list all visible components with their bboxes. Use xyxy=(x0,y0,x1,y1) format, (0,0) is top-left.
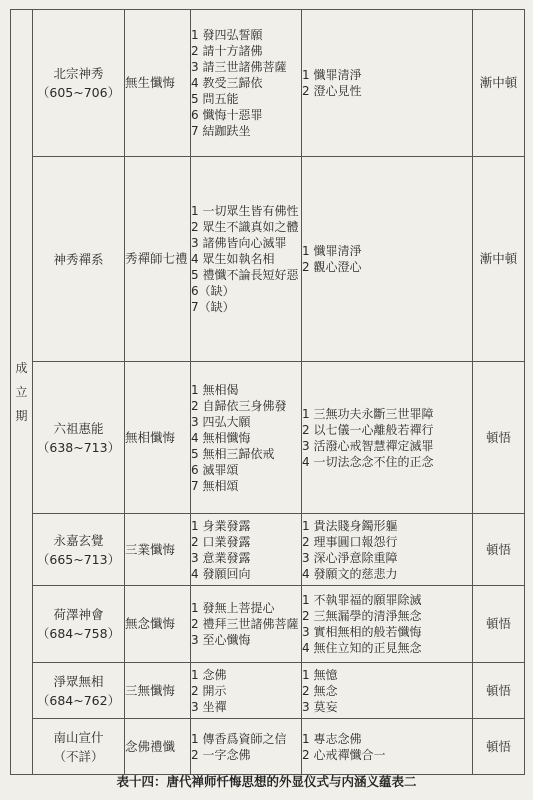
master-name-cell xyxy=(33,663,125,719)
inner-meaning-cell xyxy=(302,719,473,775)
inner-meaning-item: 2 三無漏學的清淨無念 xyxy=(302,609,422,623)
master-name: 北宗神秀 xyxy=(53,66,104,81)
master-years: （684~758） xyxy=(36,626,121,641)
master-name-cell xyxy=(33,362,125,514)
ritual-step: 6（缺） xyxy=(191,284,235,298)
ritual-steps-cell xyxy=(191,362,302,514)
table-row xyxy=(11,10,525,157)
repentance-method: 秀禪師七禮 xyxy=(125,157,191,362)
period-label: 成立期 xyxy=(15,361,28,423)
inner-meaning-item: 4 發願文的慈悲力 xyxy=(302,566,398,581)
repentance-method: 三業懺悔 xyxy=(125,514,191,586)
master-name: 六祖惠能 xyxy=(53,420,104,436)
ritual-step: 3 請三世諸佛菩薩 xyxy=(191,60,287,74)
enlightenment-type: 頓悟 xyxy=(473,719,525,775)
enlightenment-type: 漸中頓 xyxy=(473,157,525,362)
inner-meaning-cell xyxy=(302,514,473,586)
inner-meaning-item: 1 懺罪清淨 xyxy=(302,244,362,258)
table-caption: 表十四：唐代禅师忏悔思想的外显仪式与内涵义蕴表二 xyxy=(116,774,417,789)
period-cell xyxy=(11,10,33,775)
ritual-step: 4 無相懺悔 xyxy=(191,430,251,445)
repentance-method: 無相懺悔 xyxy=(125,362,191,514)
repentance-table xyxy=(10,9,525,775)
repentance-method: 念佛禮懺 xyxy=(125,719,191,775)
ritual-step: 4 教受三歸依 xyxy=(191,76,263,90)
ritual-step: 3 至心懺悔 xyxy=(191,633,251,647)
inner-meaning-item: 2 理事圓口報怨行 xyxy=(302,534,398,549)
table-row xyxy=(11,514,525,586)
table-row xyxy=(11,719,525,775)
ritual-step: 1 念佛 xyxy=(191,667,227,682)
ritual-step: 4 眾生如執名相 xyxy=(191,252,275,266)
master-name: 荷澤神會 xyxy=(53,607,104,622)
ritual-step: 6 懺悔十惡罪 xyxy=(191,108,263,122)
ritual-step: 3 坐禪 xyxy=(191,699,227,714)
table-row xyxy=(11,362,525,514)
ritual-step: 1 一切眾生皆有佛性 xyxy=(191,204,299,218)
ritual-step: 4 發願回向 xyxy=(191,566,251,581)
ritual-step: 3 意業發露 xyxy=(191,550,251,565)
inner-meaning-item: 1 貴法賤身鐲形軀 xyxy=(302,518,398,533)
ritual-step: 2 開示 xyxy=(191,683,227,698)
inner-meaning-cell xyxy=(302,157,473,362)
ritual-step: 2 禮拜三世諸佛菩薩 xyxy=(191,617,299,631)
inner-meaning-cell xyxy=(302,362,473,514)
inner-meaning-item: 3 莫妄 xyxy=(302,699,338,714)
inner-meaning-item: 2 無念 xyxy=(302,683,338,698)
master-name: 淨眾無相 xyxy=(53,673,104,689)
enlightenment-type: 頓悟 xyxy=(473,586,525,663)
ritual-step: 1 發無上菩提心 xyxy=(191,601,275,615)
inner-meaning-item: 3 實相無相的般若懺悔 xyxy=(302,625,422,639)
ritual-step: 2 一字念佛 xyxy=(191,747,251,762)
table-row xyxy=(11,663,525,719)
inner-meaning-item: 2 以七儀一心離般若禪行 xyxy=(302,422,434,437)
inner-meaning-item: 1 專志念佛 xyxy=(302,731,362,746)
master-name: 神秀禪系 xyxy=(53,251,104,267)
ritual-steps-cell xyxy=(191,719,302,775)
master-name-cell xyxy=(33,719,125,775)
inner-meaning-item: 1 三無功夫永斷三世罪障 xyxy=(302,406,434,421)
inner-meaning-item: 1 無憶 xyxy=(302,667,338,682)
enlightenment-type: 漸中頓 xyxy=(473,10,525,157)
master-years: （638~713） xyxy=(36,439,121,455)
ritual-step: 1 傳香爲資師之信 xyxy=(191,731,287,746)
master-name-cell xyxy=(33,514,125,586)
repentance-method: 無念懺悔 xyxy=(125,586,191,663)
inner-meaning-item: 4 一切法念念不住的正念 xyxy=(302,454,434,469)
ritual-steps-cell xyxy=(191,157,302,362)
inner-meaning-item: 3 活潑心戒智慧禪定滅罪 xyxy=(302,438,434,453)
ritual-step: 5 禮懺不論長短好惡 xyxy=(191,268,299,282)
master-years: （605~706） xyxy=(36,85,121,100)
master-years: （665~713） xyxy=(36,551,121,567)
ritual-step: 3 諸佛皆向心滅罪 xyxy=(191,236,287,250)
ritual-step: 5 無相三歸依戒 xyxy=(191,446,275,461)
ritual-step: 1 無相偈 xyxy=(191,382,239,397)
master-name-cell xyxy=(33,10,125,157)
ritual-step: 2 口業發露 xyxy=(191,534,251,549)
ritual-step: 1 身業發露 xyxy=(191,518,251,533)
master-years: （不詳） xyxy=(53,748,104,764)
inner-meaning-item: 2 觀心澄心 xyxy=(302,260,362,274)
inner-meaning-item: 1 不執罪福的願罪除滅 xyxy=(302,593,422,607)
inner-meaning-item: 2 澄心見性 xyxy=(302,84,362,98)
inner-meaning-cell xyxy=(302,663,473,719)
ritual-steps-cell xyxy=(191,586,302,663)
inner-meaning-item: 3 深心淨意除重障 xyxy=(302,550,398,565)
repentance-method: 三無懺悔 xyxy=(125,663,191,719)
ritual-step: 5 問五能 xyxy=(191,92,239,106)
ritual-step: 7（缺） xyxy=(191,300,235,314)
ritual-step: 7 無相頌 xyxy=(191,478,239,493)
ritual-steps-cell xyxy=(191,514,302,586)
ritual-step: 2 眾生不識真如之體 xyxy=(191,220,299,234)
inner-meaning-item: 1 懺罪清淨 xyxy=(302,68,362,82)
table-row xyxy=(11,157,525,362)
ritual-step: 6 滅罪頌 xyxy=(191,462,239,477)
inner-meaning-item: 4 無住立知的正見無念 xyxy=(302,641,422,655)
enlightenment-type: 頓悟 xyxy=(473,514,525,586)
ritual-step: 3 四弘大願 xyxy=(191,414,251,429)
table-row xyxy=(11,586,525,663)
ritual-steps-cell xyxy=(191,663,302,719)
master-years: （684~762） xyxy=(36,692,121,708)
inner-meaning-cell xyxy=(302,586,473,663)
enlightenment-type: 頓悟 xyxy=(473,663,525,719)
ritual-step: 2 請十方諸佛 xyxy=(191,44,263,58)
ritual-step: 7 結跏趺坐 xyxy=(191,124,251,138)
master-name-cell xyxy=(33,586,125,663)
inner-meaning-item: 2 心戒禪懺合一 xyxy=(302,747,386,762)
enlightenment-type: 頓悟 xyxy=(473,362,525,514)
ritual-steps-cell xyxy=(191,10,302,157)
master-name: 永嘉玄覺 xyxy=(53,532,104,548)
ritual-step: 1 發四弘誓願 xyxy=(191,28,263,42)
inner-meaning-cell xyxy=(302,10,473,157)
master-name: 南山宣什 xyxy=(53,729,104,745)
repentance-method: 無生懺悔 xyxy=(125,10,191,157)
master-name-cell xyxy=(33,157,125,362)
ritual-step: 2 自歸依三身佛發 xyxy=(191,398,287,413)
